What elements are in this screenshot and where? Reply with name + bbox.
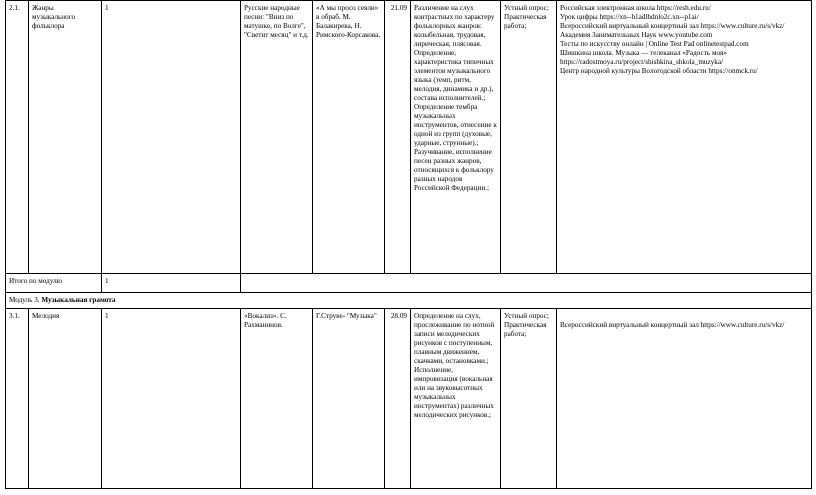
resources-cell bbox=[557, 1, 812, 274]
module-total-row bbox=[6, 274, 812, 293]
resource-link[interactable]: Всероссийский виртуальный концертный зал https://www.culture.ru/s/vkz/ bbox=[560, 321, 785, 329]
date-cell: 28.09 bbox=[385, 309, 411, 489]
singing-works-cell: «А мы просо сеяли» в обраб. М. Балакирева, Н. Римского-Корсакова. bbox=[313, 1, 385, 274]
resource-link[interactable]: Центр народной культуры Вологодской области https://onmck.ru/ bbox=[560, 67, 758, 75]
hours-cell: 1 bbox=[102, 309, 241, 489]
module-number: Модуль 3. bbox=[9, 296, 40, 304]
module-total-label: Итого по модулю bbox=[6, 274, 102, 293]
table-row bbox=[6, 1, 812, 274]
module-total-hours: 1 bbox=[102, 274, 241, 293]
row-number: 3.1. bbox=[6, 309, 29, 489]
hours-cell: 1 bbox=[102, 1, 241, 274]
theme-cell: Мелодия bbox=[29, 309, 102, 489]
row-number: 2.1. bbox=[6, 1, 29, 274]
date-cell: 21.09 bbox=[385, 1, 411, 274]
activity-cell: Определение на слух, прослеживание по нотной записи мелодических рисунков с поступенным, плавным движением, скачками, остановками.; Исполнение, импровизация (вокальная или на звуковысотных музыкальных инструментах) различных мелодических рисунков.; bbox=[411, 309, 501, 489]
resource-link[interactable]: Академия Занимательных Наук www.youtube.com bbox=[560, 31, 713, 39]
resource-link[interactable]: Тесты по искусству онлайн | Online Test Pad onlinetestpad.com bbox=[560, 40, 749, 48]
resource-link[interactable]: Шишкина школа. Музыка — телеканал «Радость моя» https://radostmoya.ru/project/shishkina_shkola_muzyka/ bbox=[560, 49, 727, 66]
theme-cell: Жанры музыкального фольклора bbox=[29, 1, 102, 274]
listening-works-cell: «Вокализ». С. Рахманинов. bbox=[241, 309, 313, 489]
module-header-row bbox=[6, 293, 812, 309]
table-row bbox=[6, 309, 812, 489]
resources-cell bbox=[557, 309, 812, 489]
listening-works-cell: Русские народные песни: "Вниз по матушке, по Волге", "Светит месяц" и т.д. bbox=[241, 1, 313, 274]
module-total-empty bbox=[241, 274, 812, 293]
resource-link[interactable]: Всероссийский виртуальный концертный зал https://www.culture.ru/s/vkz/ bbox=[560, 22, 785, 30]
resource-link[interactable]: Российская электронная школа https://resh.edu.ru/ bbox=[560, 4, 711, 12]
module-header bbox=[6, 293, 812, 309]
control-cell: Устный опрос; Практическая работа; bbox=[501, 1, 557, 274]
resource-link[interactable]: Урок цифры https://xn--h1adlhdnlo2c.xn--p1ai/ bbox=[560, 13, 699, 21]
module-title: Музыкальная грамота bbox=[41, 296, 116, 304]
activity-cell: Различение на слух контрастных по характеру фольклорных жанров: колыбельная, трудовая, лирическая, плясовая. Определение, характеристика типичных элементов музыкального языка (темп, ритм, мелодия, динамика и др.), состава исполнителей.; Определение тембра музыкальных инструментов, отнесение к одной из групп (духовые, ударные, струнные).; Разучивание, исполнение песен разных жанров, относящихся к фольклору разных народов Российской Федерации.; bbox=[411, 1, 501, 274]
singing-works-cell: Г.Струве- "Музыка" bbox=[313, 309, 385, 489]
lesson-plan-table bbox=[5, 0, 812, 489]
control-cell: Устный опрос; Практическая работа; bbox=[501, 309, 557, 489]
